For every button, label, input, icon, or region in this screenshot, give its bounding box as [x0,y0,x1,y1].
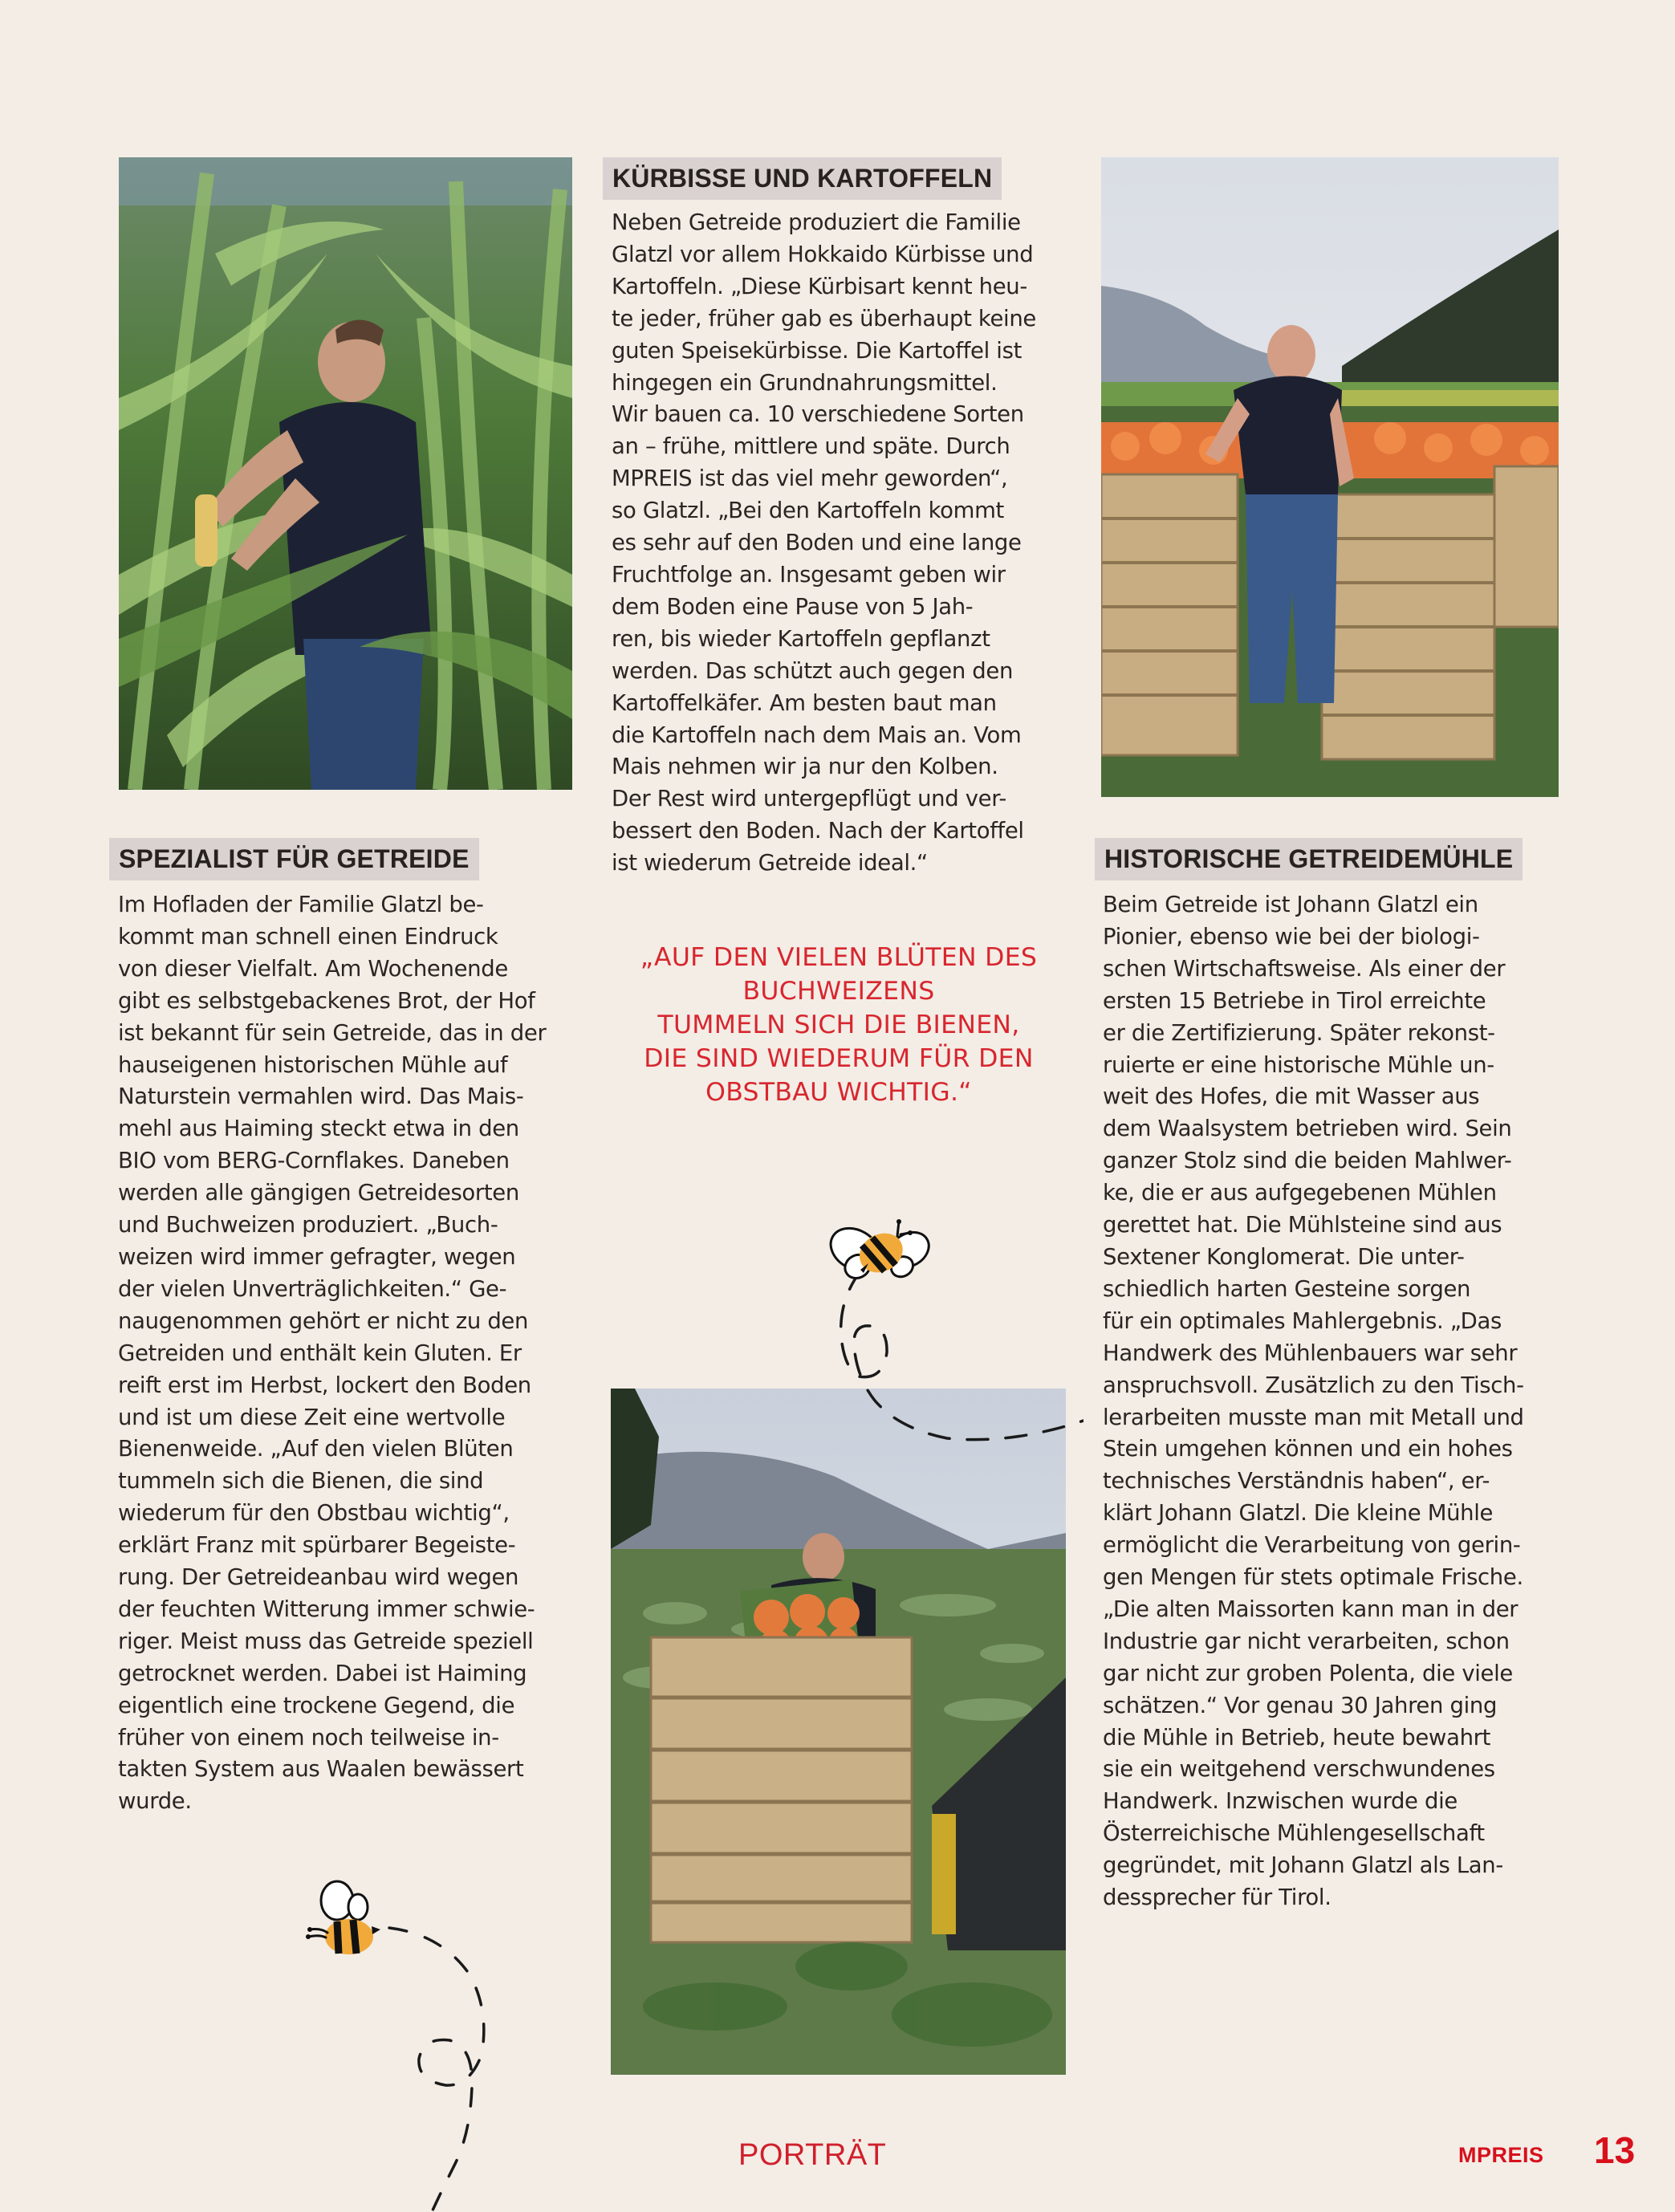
text-line: schätzen.“ Vor genau 30 Jahren ging [1103,1692,1498,1718]
text-line: Handwerk des Mühlenbauers war sehr [1103,1340,1518,1366]
text-line: Bienenweide. „Auf den vielen Blüten [118,1436,514,1462]
heading-spezialist-fuer-getreide: SPEZIALIST FÜR GETREIDE [109,838,479,880]
photo-pumpkin-harvest [611,1389,1066,2075]
text-line: Beim Getreide ist Johann Glatzl ein [1103,892,1478,917]
text-line: takten System aus Waalen bewässert [118,1756,524,1783]
text-line: Glatzl vor allem Hokkaido Kürbisse und [612,241,1034,267]
text-line: Handwerk. Inzwischen wurde die [1103,1788,1457,1815]
page-number: 13 [1594,2129,1636,2171]
text-line: sie ein weitgehend verschwundenes [1103,1756,1495,1783]
text-line: und ist um diese Zeit eine wertvolle [118,1404,506,1430]
text-line: anspruchsvoll. Zusätzlich zu den Tisch- [1103,1372,1524,1398]
text-line: „Die alten Maissorten kann man in der [1103,1596,1518,1622]
text-line: getrocknet werden. Dabei ist Haiming [118,1660,527,1686]
text-line: guten Speisekürbisse. Die Kartoffel ist [612,337,1022,364]
pull-quote-line: BUCHWEIZENS [742,977,935,1006]
text-line: für ein optimales Mahlergebnis. „Das [1103,1307,1502,1334]
text-line: wurde. [118,1788,192,1815]
text-line: früher von einem noch teilweise in- [118,1724,499,1750]
text-line: Naturstein vermahlen wird. Das Mais- [118,1084,524,1110]
text-line: Der Rest wird untergepflügt und ver- [612,786,1007,812]
text-line: weit des Hofes, die mit Wasser aus [1103,1084,1480,1110]
text-line: Fruchtfolge an. Insgesamt geben wir [612,561,1006,588]
footer-section-label: PORTRÄT [738,2138,887,2172]
text-line: ist wiederum Getreide ideal.“ [612,850,928,876]
pumpkin-crates-image [1101,157,1559,797]
text-line: schen Wirtschaftsweise. Als einer der [1103,955,1506,982]
text-line: Industrie gar nicht verarbeiten, schon [1103,1628,1510,1654]
text-line: und Buchweizen produziert. „Buch- [118,1212,498,1238]
text-line: klärt Johann Glatzl. Die kleine Mühle [1103,1500,1494,1527]
text-line: gegründet, mit Johann Glatzl als Lan- [1103,1852,1503,1879]
text-line: eigentlich eine trockene Gegend, die [118,1692,515,1718]
photo-corn-field [119,157,572,790]
text-line: gen Mengen für stets optimale Frische. [1103,1564,1523,1591]
text-line: dem Boden eine Pause von 5 Jah- [612,593,974,620]
text-line: rung. Der Getreideanbau wird wegen [118,1564,519,1591]
text-line: er die Zertifizierung. Später rekonst- [1103,1019,1495,1046]
text-line: Getreiden und enthält kein Gluten. Er [118,1340,522,1366]
pull-quote-line: OBSTBAU WICHTIG.“ [705,1078,972,1107]
text-line: Mais nehmen wir ja nur den Kolben. [612,754,998,780]
text-line: ist bekannt für sein Getreide, das in der [118,1019,547,1046]
text-line: ersten 15 Betriebe in Tirol erreichte [1103,987,1486,1014]
text-line: werden alle gängigen Getreidesorten [118,1180,519,1206]
bee-icon [811,1196,1083,1453]
text-line: reift erst im Herbst, lockert den Boden [118,1372,531,1398]
text-line: wiederum für den Obstbau wichtig“, [118,1500,510,1527]
photo-pumpkin-crates [1101,157,1559,797]
text-line: weizen wird immer gefragter, wegen [118,1243,516,1270]
text-line: riger. Meist muss das Getreide speziell [118,1628,534,1654]
corn-field-image [119,157,572,790]
heading-kuerbisse-und-kartoffeln: KÜRBISSE UND KARTOFFELN [603,157,1002,200]
text-line: Pionier, ebenso wie bei der biologi- [1103,923,1480,949]
text-line: ermöglicht die Verarbeitung von gerin- [1103,1532,1521,1559]
text-line: gar nicht zur groben Polenta, die viele [1103,1660,1513,1686]
text-line: naugenommen gehört er nicht zu den [118,1307,529,1334]
text-line: Im Hofladen der Familie Glatzl be- [118,892,484,917]
text-line: der vielen Unverträglichkeiten.“ Ge- [118,1275,507,1302]
text-line: so Glatzl. „Bei den Kartoffeln kommt [612,498,1004,524]
text-line: tummeln sich die Bienen, die sind [118,1468,484,1494]
text-line: von dieser Vielfalt. Am Wochenende [118,955,508,982]
text-line: gibt es selbstgebackenes Brot, der Hof [118,987,535,1014]
mpreis-logo: MPREIS [1458,2143,1544,2167]
bee-icon [289,1862,514,2212]
text-line: te jeder, früher gab es überhaupt keine [612,305,1036,331]
text-line: hauseigenen historischen Mühle auf [118,1051,508,1078]
text-line: ke, die er aus aufgegebenen Mühlen [1103,1180,1497,1206]
text-line: dem Waalsystem betrieben wird. Sein [1103,1116,1512,1142]
text-line: Stein umgehen können und ein hohes [1103,1436,1513,1462]
text-line: werden. Das schützt auch gegen den [612,657,1014,684]
text-line: ganzer Stolz sind die beiden Mahlwer- [1103,1148,1512,1174]
text-line: mehl aus Haiming steckt etwa in den [118,1116,519,1142]
text-line: an – frühe, mittlere und späte. Durch [612,433,1010,460]
text-line: der feuchten Witterung immer schwie- [118,1596,535,1622]
heading-historische-getreidemuehle: HISTORISCHE GETREIDEMÜHLE [1095,838,1523,880]
text-line: technisches Verständnis haben“, er- [1103,1468,1490,1494]
pull-quote [610,941,1067,1109]
pull-quote-line: TUMMELN SICH DIE BIENEN, [657,1010,1020,1039]
text-line: kommt man schnell einen Eindruck [118,923,498,949]
pumpkin-harvest-image [611,1389,1066,2075]
article-text-kuerbisse [612,207,1036,880]
text-line: BIO vom BERG-Cornflakes. Daneben [118,1148,510,1174]
pull-quote-line: DIE SIND WIEDERUM FÜR DEN [644,1044,1034,1073]
text-line: die Mühle in Betrieb, heute bewahrt [1103,1724,1491,1750]
text-line: dessprecher für Tirol. [1103,1885,1331,1911]
text-line: Neben Getreide produziert die Familie [612,209,1021,235]
text-line: schiedlich harten Gesteine sorgen [1103,1275,1471,1302]
text-line: die Kartoffeln nach dem Mais an. Vom [612,722,1022,748]
text-line: Kartoffeln. „Diese Kürbisart kennt heu- [612,273,1027,299]
article-text-spezialist [118,889,546,1818]
text-line: bessert den Boden. Nach der Kartoffel [612,818,1024,844]
text-line: MPREIS ist das viel mehr geworden“, [612,466,1008,492]
text-line: erklärt Franz mit spürbarer Begeiste- [118,1532,516,1559]
text-line: Sextener Konglomerat. Die unter- [1103,1243,1465,1270]
text-line: ruierte er eine historische Mühle un- [1103,1051,1494,1078]
text-line: es sehr auf den Boden und eine lange [612,530,1022,556]
text-line: hingegen ein Grundnahrungsmittel. [612,369,998,396]
text-line: Kartoffelkäfer. Am besten baut man [612,689,997,716]
pull-quote-line: „AUF DEN VIELEN BLÜTEN DES [640,943,1038,972]
text-line: ren, bis wieder Kartoffeln gepflanzt [612,625,990,652]
text-line: lerarbeiten musste man mit Metall und [1103,1404,1524,1430]
article-text-muehle [1103,889,1524,1914]
text-line: Wir bauen ca. 10 verschiedene Sorten [612,401,1024,428]
text-line: Österreichische Mühlengesellschaft [1103,1820,1485,1847]
text-line: gerettet hat. Die Mühlsteine sind aus [1103,1212,1502,1238]
